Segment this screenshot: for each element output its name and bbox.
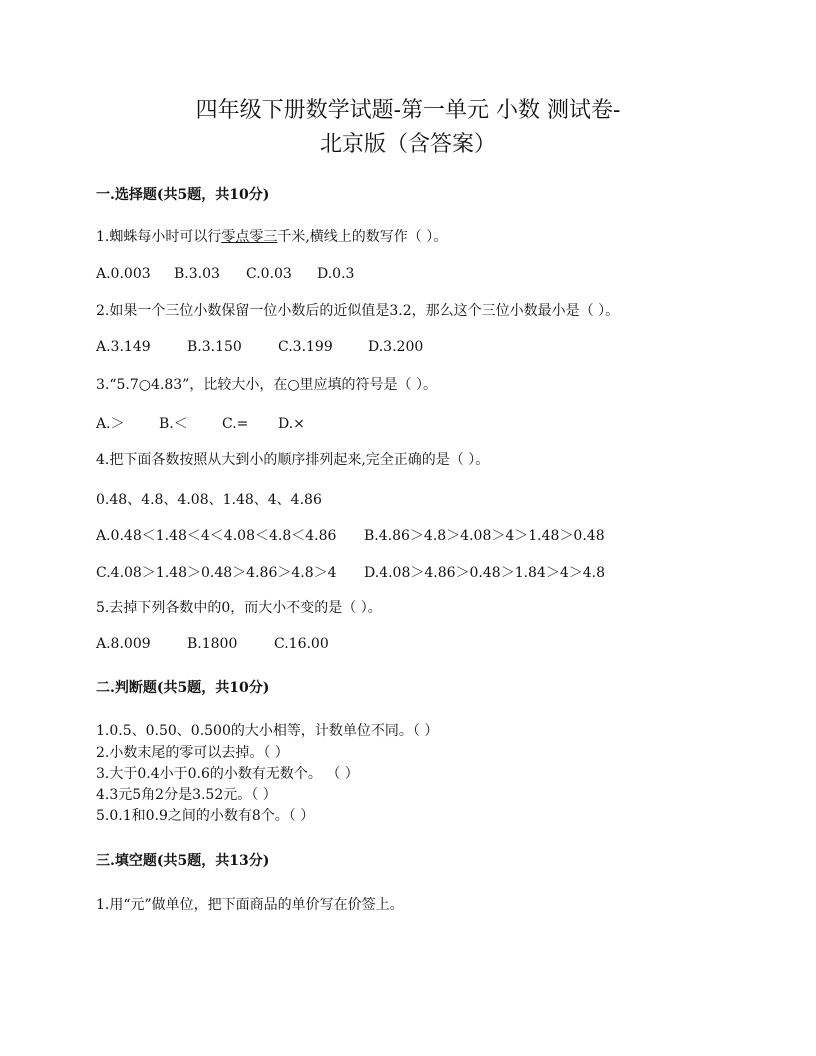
option: C.0.03 — [246, 266, 292, 282]
section-heading-judge: 二.判断题(共5题，共10分) — [96, 680, 270, 696]
question-1-underlined: 零点零三 — [221, 229, 278, 245]
option: B.1800 — [187, 636, 238, 652]
option: C.4.08＞1.48＞0.48＞4.86＞4.8＞4 — [96, 565, 337, 581]
document-title-line2: 北京版（含答案） — [319, 132, 496, 157]
option: B.3.150 — [187, 339, 242, 355]
option: C.16.00 — [274, 636, 329, 652]
option: B.3.03 — [174, 266, 220, 282]
option: C.3.199 — [278, 339, 333, 355]
question-5: 5.去掉下列各数中的0，而大小不变的是（ ）。 — [96, 600, 382, 616]
question-3-options — [96, 413, 305, 433]
question-4-numbers: 0.48、4.8、4.08、1.48、4、4.86 — [96, 492, 322, 508]
option: A.0.48＜1.48＜4＜4.08＜4.8＜4.86 — [96, 528, 337, 544]
option: B.＜ — [159, 416, 188, 432]
option: B.4.86＞4.8＞4.08＞4＞1.48＞0.48 — [364, 528, 605, 544]
question-4-options-row2 — [96, 562, 605, 582]
question-5-options — [96, 636, 329, 652]
judge-item: 1.0.5、0.50、0.500的大小相等，计数单位不同。（ ） — [96, 723, 439, 739]
question-3: 3.“5.7○4.83”，比较大小，在○里应填的符号是（ ）。 — [96, 377, 437, 393]
question-1-pre: 1.蜘蛛每小时可以行 — [96, 229, 222, 245]
document-title-line1: 四年级下册数学试题-第一单元 小数 测试卷- — [195, 98, 621, 123]
section-heading-fill: 三.填空题(共5题，共13分) — [96, 853, 270, 869]
question-1-options — [96, 266, 354, 282]
option: D.3.200 — [368, 339, 424, 355]
question-1 — [96, 226, 447, 246]
option: D.4.08＞4.86＞0.48＞1.84＞4＞4.8 — [364, 565, 606, 581]
judge-item: 3.大于0.4小于0.6的小数有无数个。 （ ） — [96, 766, 359, 782]
question-1-post: 千米,横线上的数写作（ ）。 — [277, 229, 448, 245]
question-2: 2.如果一个三位小数保留一位小数后的近似值是3.2，那么这个三位小数最小是（ ）。 — [96, 303, 620, 319]
judge-item: 2.小数末尾的零可以去掉。（ ） — [96, 745, 289, 761]
fill-question-1: 1.用“元”做单位，把下面商品的单价写在价签上。 — [96, 897, 404, 913]
option: D.0.3 — [317, 266, 355, 282]
option: D.× — [278, 416, 305, 432]
judge-item: 5.0.1和0.9之间的小数有8个。（ ） — [96, 808, 315, 824]
option: A.8.009 — [96, 636, 151, 652]
question-4: 4.把下面各数按照从大到小的顺序排列起来,完全正确的是（ ）。 — [96, 452, 490, 468]
question-4-options-row1 — [96, 525, 605, 545]
option: A.0.003 — [96, 266, 151, 282]
option: A.＞ — [96, 416, 125, 432]
section-heading-choice: 一.选择题(共5题，共10分) — [96, 187, 270, 203]
option: A.3.149 — [96, 339, 151, 355]
question-2-options — [96, 339, 423, 355]
judge-item: 4.3元5角2分是3.52元。（ ） — [96, 787, 277, 803]
option: C.= — [222, 416, 249, 432]
